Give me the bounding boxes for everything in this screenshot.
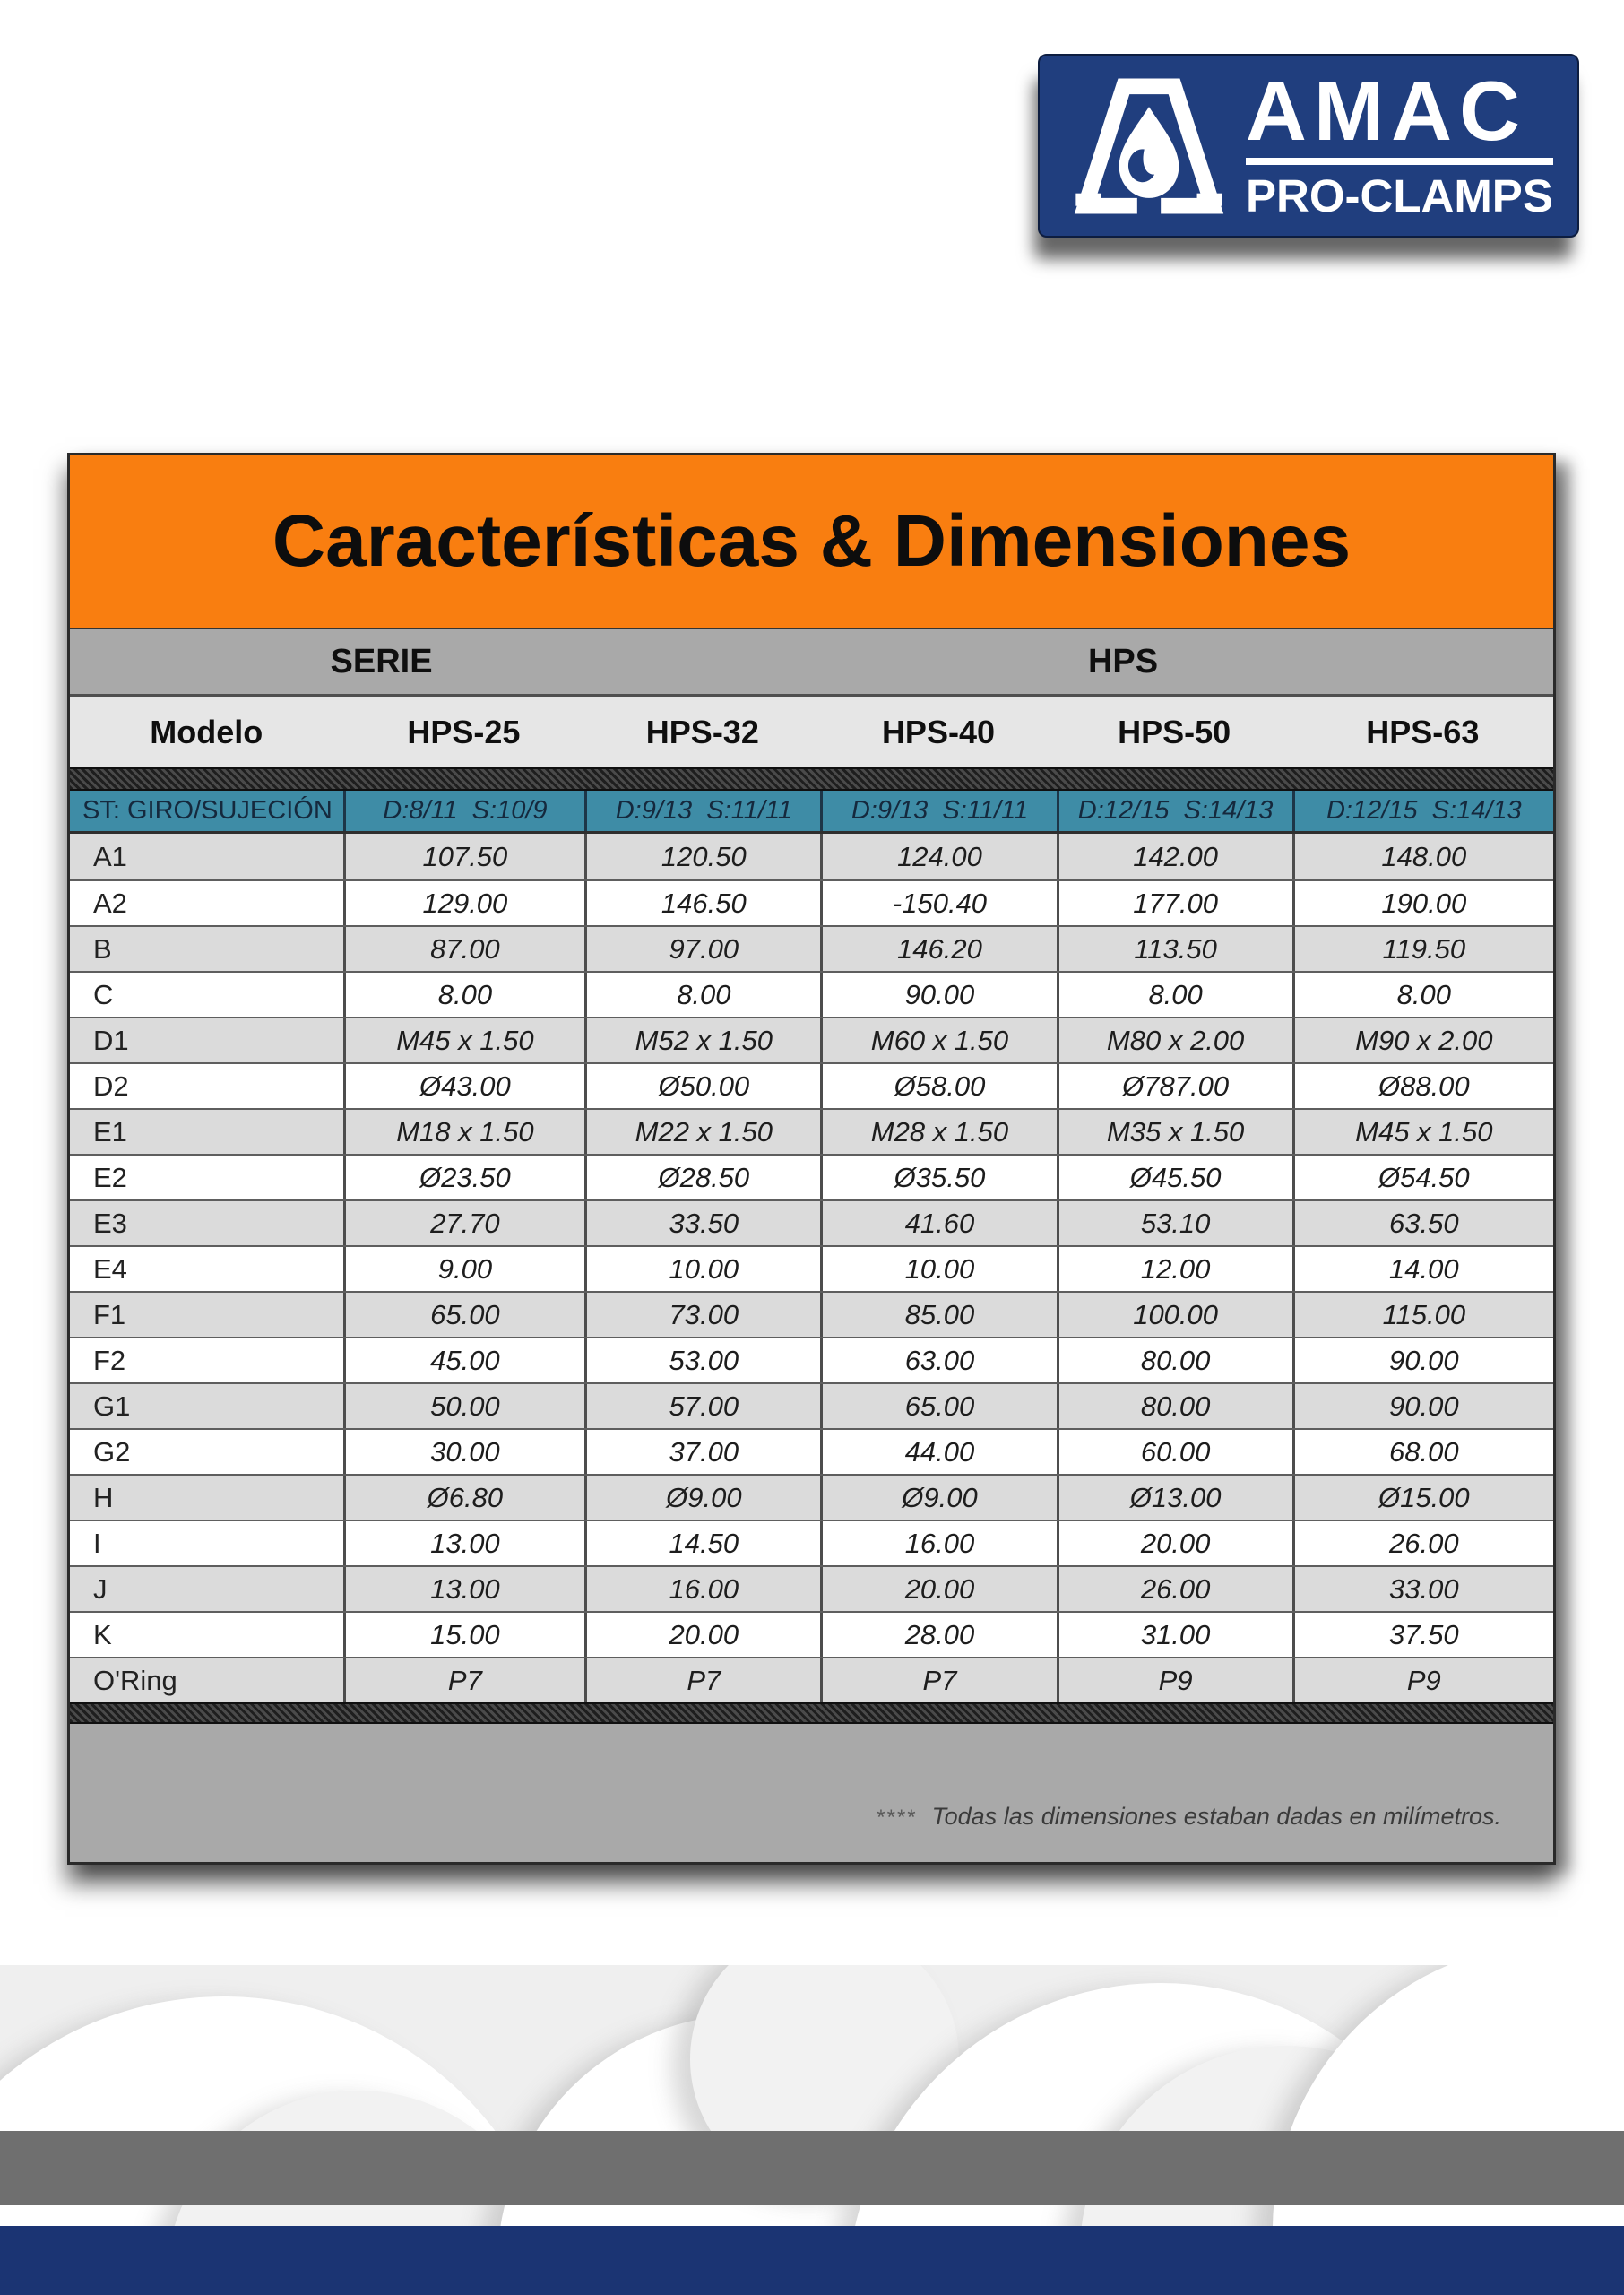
table-cell: 53.00	[584, 1338, 820, 1382]
table-cell: 26.00	[1057, 1567, 1292, 1611]
footer-navy-band	[0, 2226, 1624, 2295]
table-cell: 60.00	[1057, 1430, 1292, 1474]
table-cell: P7	[343, 1658, 585, 1702]
footnote	[877, 1803, 1501, 1831]
table-cell: P7	[820, 1658, 1056, 1702]
table-cell: M35 x 1.50	[1057, 1110, 1292, 1154]
table-row	[70, 879, 1553, 925]
group-header-serie: SERIE	[330, 642, 433, 680]
table-cell: 44.00	[820, 1430, 1056, 1474]
logo-underline	[1246, 158, 1553, 165]
row-label: C	[93, 978, 114, 1010]
table-cell: Ø45.50	[1057, 1156, 1292, 1199]
st-row-value: D:9/13 S:11/11	[584, 791, 820, 831]
table-cell: M90 x 2.00	[1292, 1018, 1553, 1062]
table-cell: P9	[1057, 1658, 1292, 1702]
table-cell: 100.00	[1057, 1293, 1292, 1337]
table-cell: P9	[1292, 1658, 1553, 1702]
table-row	[70, 1520, 1553, 1565]
table-cell: 13.00	[343, 1567, 585, 1611]
table-cell: 8.00	[1292, 973, 1553, 1017]
table-cell: Ø13.00	[1057, 1476, 1292, 1520]
table-row	[70, 1017, 1553, 1062]
row-label: D1	[93, 1024, 129, 1056]
table-row	[70, 1154, 1553, 1199]
table-cell: M80 x 2.00	[1057, 1018, 1292, 1062]
table-cell: M22 x 1.50	[584, 1110, 820, 1154]
table-cell: 8.00	[584, 973, 820, 1017]
table-cell: 73.00	[584, 1293, 820, 1337]
row-label: O'Ring	[93, 1664, 177, 1696]
row-label: J	[93, 1572, 108, 1605]
table-cell: 87.00	[343, 927, 585, 971]
footnote-text: Todas las dimensiones estaban dadas en milímetros.	[931, 1803, 1501, 1830]
table-row	[70, 1611, 1553, 1657]
table-cell: M45 x 1.50	[343, 1018, 585, 1062]
table-cell: 65.00	[343, 1293, 585, 1337]
table-cell: Ø9.00	[820, 1476, 1056, 1520]
table-cell: M28 x 1.50	[820, 1110, 1056, 1154]
table-cell: Ø6.80	[343, 1476, 585, 1520]
group-header-row	[70, 629, 1553, 694]
st-row-value: D:12/15 S:14/13	[1292, 791, 1553, 831]
row-label: E3	[93, 1207, 127, 1239]
table-cell: 90.00	[820, 973, 1056, 1017]
column-header: HPS-32	[645, 713, 759, 750]
row-label: F2	[93, 1344, 126, 1376]
table-cell: 129.00	[343, 881, 585, 925]
table-cell: -150.40	[820, 881, 1056, 925]
table-row	[70, 1565, 1553, 1611]
table-cell: 63.50	[1292, 1201, 1553, 1245]
table-cell: 148.00	[1292, 834, 1553, 879]
table-cell: 146.50	[584, 881, 820, 925]
row-label: I	[93, 1527, 101, 1559]
row-label: E2	[93, 1161, 127, 1193]
table-cell: Ø54.50	[1292, 1156, 1553, 1199]
st-row-value: D:9/13 S:11/11	[820, 791, 1056, 831]
table-cell: 45.00	[343, 1338, 585, 1382]
table-cell: 16.00	[820, 1521, 1056, 1565]
table-cell: M60 x 1.50	[820, 1018, 1056, 1062]
amac-a-droplet-icon	[1074, 75, 1224, 217]
footnote-stars: ****	[877, 1806, 918, 1830]
row-label: A2	[93, 887, 127, 919]
title-banner	[70, 455, 1553, 629]
table-cell: 8.00	[1057, 973, 1292, 1017]
table-row	[70, 1291, 1553, 1337]
row-label: K	[93, 1618, 112, 1650]
brand-subname: PRO-CLAMPS	[1246, 170, 1553, 222]
table-row	[70, 925, 1553, 971]
table-body	[70, 834, 1553, 1702]
table-cell: 97.00	[584, 927, 820, 971]
model-column-header: Modelo	[150, 713, 263, 750]
table-row	[70, 971, 1553, 1017]
table-cell: 12.00	[1057, 1247, 1292, 1291]
table-row	[70, 1199, 1553, 1245]
table-cell: 142.00	[1057, 834, 1292, 879]
table-cell: Ø28.50	[584, 1156, 820, 1199]
row-label: D2	[93, 1070, 129, 1102]
table-row	[70, 1657, 1553, 1702]
table-cell: 14.50	[584, 1521, 820, 1565]
table-row	[70, 1428, 1553, 1474]
table-cell: Ø787.00	[1057, 1064, 1292, 1108]
logo-text	[1246, 63, 1553, 222]
table-cell: M18 x 1.50	[343, 1110, 585, 1154]
table-cell: 65.00	[820, 1384, 1056, 1428]
table-cell: 190.00	[1292, 881, 1553, 925]
table-cell: 146.20	[820, 927, 1056, 971]
row-label: A1	[93, 840, 127, 872]
table-cell: 20.00	[820, 1567, 1056, 1611]
table-cell: 113.50	[1057, 927, 1292, 971]
table-cell: Ø58.00	[820, 1064, 1056, 1108]
st-row-value: D:12/15 S:14/13	[1057, 791, 1292, 831]
table-cell: 16.00	[584, 1567, 820, 1611]
table-cell: 124.00	[820, 834, 1056, 879]
table-cell: M45 x 1.50	[1292, 1110, 1553, 1154]
row-label: G1	[93, 1390, 131, 1422]
st-row-value: D:8/11 S:10/9	[343, 791, 585, 831]
table-cell: 20.00	[1057, 1521, 1292, 1565]
table-row	[70, 1108, 1553, 1154]
table-cell: 90.00	[1292, 1338, 1553, 1382]
table-cell: P7	[584, 1658, 820, 1702]
table-cell: 80.00	[1057, 1384, 1292, 1428]
table-cell: 90.00	[1292, 1384, 1553, 1428]
row-label: H	[93, 1481, 114, 1513]
table-cell: 53.10	[1057, 1201, 1292, 1245]
sheet-footer	[70, 1724, 1553, 1862]
table-cell: 115.00	[1292, 1293, 1553, 1337]
table-cell: 37.50	[1292, 1613, 1553, 1657]
table-cell: 13.00	[343, 1521, 585, 1565]
table-cell: Ø9.00	[584, 1476, 820, 1520]
table-cell: 8.00	[343, 973, 585, 1017]
table-cell: 120.50	[584, 834, 820, 879]
table-cell: 33.50	[584, 1201, 820, 1245]
row-label: G2	[93, 1435, 131, 1468]
column-header: HPS-63	[1366, 713, 1480, 750]
table-cell: 27.70	[343, 1201, 585, 1245]
separator-hatch-bottom	[70, 1702, 1553, 1724]
column-header: HPS-40	[881, 713, 995, 750]
column-header: HPS-50	[1118, 713, 1231, 750]
table-cell: 63.00	[820, 1338, 1056, 1382]
table-cell: Ø23.50	[343, 1156, 585, 1199]
table-cell: 9.00	[343, 1247, 585, 1291]
table-cell: 80.00	[1057, 1338, 1292, 1382]
st-row-label: ST: GIRO/SUJECIÓN	[82, 796, 333, 825]
table-row	[70, 1337, 1553, 1382]
table-cell: Ø50.00	[584, 1064, 820, 1108]
table-cell: M52 x 1.50	[584, 1018, 820, 1062]
table-cell: 37.00	[584, 1430, 820, 1474]
table-row	[70, 834, 1553, 879]
table-cell: Ø35.50	[820, 1156, 1056, 1199]
table-cell: 28.00	[820, 1613, 1056, 1657]
spec-sheet	[67, 453, 1556, 1865]
table-cell: 119.50	[1292, 927, 1553, 971]
table-cell: 41.60	[820, 1201, 1056, 1245]
row-label: E1	[93, 1115, 127, 1148]
table-row	[70, 1062, 1553, 1108]
table-cell: 68.00	[1292, 1430, 1553, 1474]
table-cell: 10.00	[584, 1247, 820, 1291]
table-cell: 31.00	[1057, 1613, 1292, 1657]
separator-hatch-top	[70, 767, 1553, 791]
table-row	[70, 1474, 1553, 1520]
table-cell: 177.00	[1057, 881, 1292, 925]
column-header: HPS-25	[407, 713, 521, 750]
table-row	[70, 1382, 1553, 1428]
row-label: B	[93, 932, 112, 965]
column-header-row	[70, 694, 1553, 767]
table-row	[70, 1245, 1553, 1291]
brand-name: AMAC	[1246, 63, 1527, 158]
footer-gray-band	[0, 2131, 1624, 2205]
table-cell: 107.50	[343, 834, 585, 879]
table-cell: Ø88.00	[1292, 1064, 1553, 1108]
table-cell: 15.00	[343, 1613, 585, 1657]
table-cell: 30.00	[343, 1430, 585, 1474]
row-label: E4	[93, 1252, 127, 1285]
table-cell: 26.00	[1292, 1521, 1553, 1565]
table-cell: 10.00	[820, 1247, 1056, 1291]
table-cell: 33.00	[1292, 1567, 1553, 1611]
row-label: F1	[93, 1298, 126, 1330]
table-cell: 85.00	[820, 1293, 1056, 1337]
table-cell: Ø43.00	[343, 1064, 585, 1108]
table-cell: 14.00	[1292, 1247, 1553, 1291]
table-cell: 50.00	[343, 1384, 585, 1428]
table-cell: 57.00	[584, 1384, 820, 1428]
group-header-hps: HPS	[1087, 642, 1159, 680]
brand-logo	[1038, 54, 1579, 238]
page-title: Características & Dimensiones	[272, 500, 1352, 582]
table-cell: 20.00	[584, 1613, 820, 1657]
table-cell: Ø15.00	[1292, 1476, 1553, 1520]
st-row	[70, 791, 1553, 834]
